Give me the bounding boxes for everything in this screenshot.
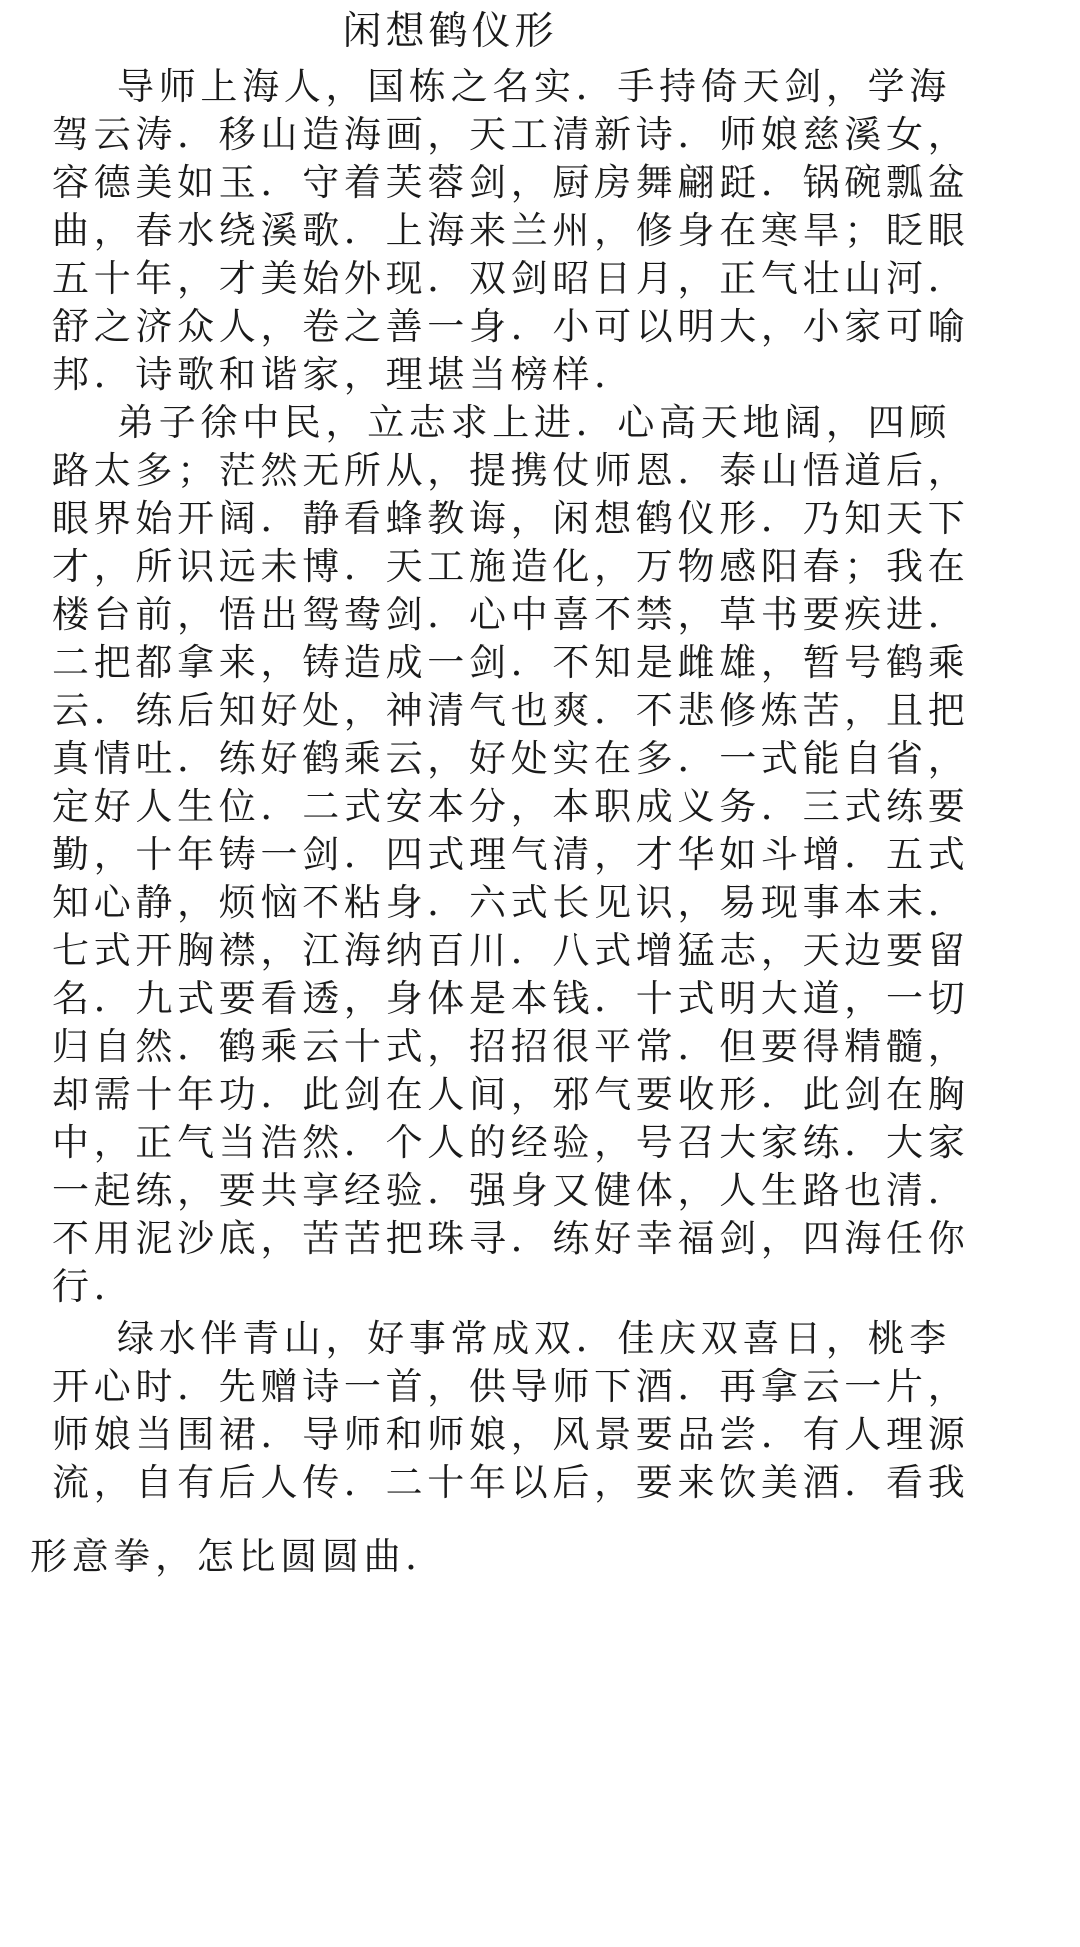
text-line: 名．九式要看透，身体是本钱．十式明大道，一切 xyxy=(52,977,970,1020)
text-line: 归自然．鹤乘云十式，招招很平常．但要得精髓， xyxy=(52,1025,970,1068)
text-line: 流，自有后人传．二十年以后，要来饮美酒．看我 xyxy=(52,1461,970,1504)
text-line: 形意拳，怎比圆圆曲． xyxy=(30,1535,447,1578)
text-line: 真情吐．练好鹤乘云，好处实在多．一式能自省， xyxy=(52,737,970,780)
text-line: 邦．诗歌和谐家，理堪当榜样． xyxy=(52,353,636,396)
poem-title: 闲想鹤仪形 xyxy=(342,9,558,54)
text-line: 绿水伴青山，好事常成双．佳庆双喜日，桃李 xyxy=(117,1317,951,1360)
text-line: 曲，春水绕溪歌．上海来兰州，修身在寒旱；眨眼 xyxy=(52,209,970,252)
text-line: 云．练后知好处，神清气也爽．不悲修炼苦，且把 xyxy=(52,689,970,732)
text-line: 勤，十年铸一剑．四式理气清，才华如斗增．五式 xyxy=(52,833,970,876)
text-line: 容德美如玉．守着芙蓉剑，厨房舞翩跹．锅碗瓢盆 xyxy=(52,161,970,204)
text-line: 五十年，才美始外现．双剑昭日月，正气壮山河． xyxy=(52,257,970,300)
text-line: 行． xyxy=(52,1265,136,1308)
text-line: 师娘当围裙．导师和师娘，风景要品尝．有人理源 xyxy=(52,1413,970,1456)
text-line: 楼台前，悟出鸳鸯剑．心中喜不禁，草书要疾进． xyxy=(52,593,970,636)
text-line: 七式开胸襟，江海纳百川．八式增猛志，天边要留 xyxy=(52,929,970,972)
text-line: 二把都拿来，铸造成一剑．不知是雌雄，暂号鹤乘 xyxy=(52,641,970,684)
text-line: 路太多；茫然无所从，提携仗师恩．泰山悟道后， xyxy=(52,449,970,492)
text-line: 舒之济众人，卷之善一身．小可以明大，小家可喻 xyxy=(52,305,970,348)
text-line: 眼界始开阔．静看蜂教诲，闲想鹤仪形．乃知天下 xyxy=(52,497,970,540)
text-line: 开心时．先赠诗一首，供导师下酒．再拿云一片， xyxy=(52,1365,970,1408)
text-line: 驾云涛．移山造海画，天工清新诗．师娘慈溪女， xyxy=(52,113,970,156)
text-line: 却需十年功．此剑在人间，邪气要收形．此剑在胸 xyxy=(52,1073,970,1116)
text-line: 弟子徐中民，立志求上进．心高天地阔，四顾 xyxy=(117,401,951,444)
text-line: 一起练，要共享经验．强身又健体，人生路也清． xyxy=(52,1169,970,1212)
text-line: 才，所识远未博．天工施造化，万物感阳春；我在 xyxy=(52,545,970,588)
text-line: 知心静，烦恼不粘身．六式长见识，易现事本末． xyxy=(52,881,970,924)
text-line: 中，正气当浩然．个人的经验，号召大家练．大家 xyxy=(52,1121,970,1164)
text-line: 不用泥沙底，苦苦把珠寻．练好幸福剑，四海任你 xyxy=(52,1217,970,1260)
text-line: 定好人生位．二式安本分，本职成义务．三式练要 xyxy=(52,785,970,828)
text-line: 导师上海人，国栋之名实．手持倚天剑，学海 xyxy=(117,65,951,108)
